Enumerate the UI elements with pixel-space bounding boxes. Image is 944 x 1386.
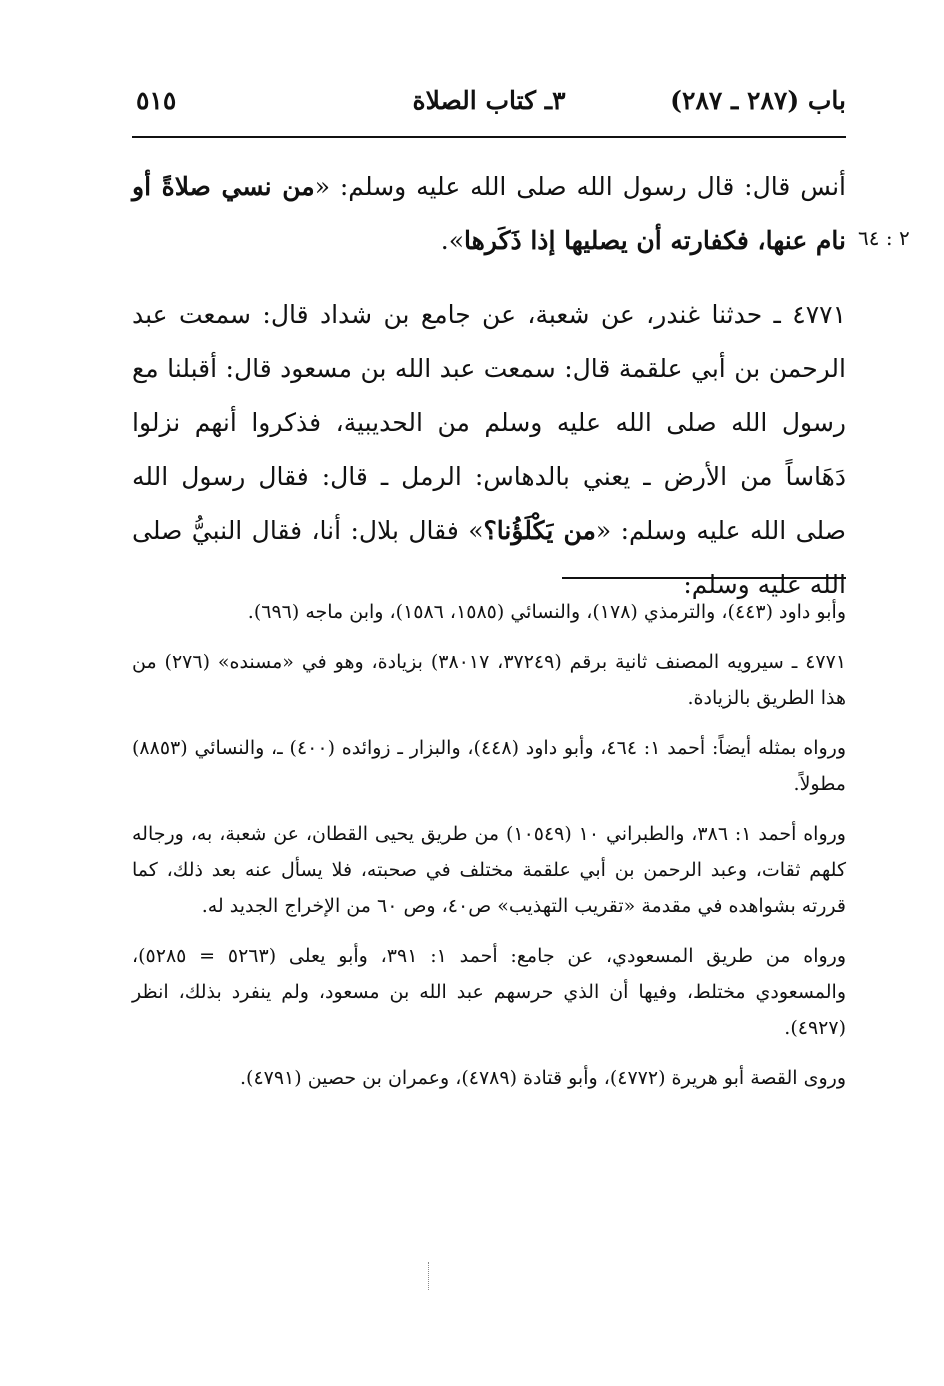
main-text — [132, 160, 846, 612]
p1-text-start: أنس قال: قال رسول الله صلى الله عليه وسلم: « — [314, 172, 846, 201]
footnotes — [132, 594, 846, 1110]
hadith-continuation — [132, 160, 846, 268]
page-header — [132, 86, 846, 126]
p1-text-end: ». — [440, 226, 465, 255]
scan-mark — [428, 1262, 431, 1290]
p2-text-end: » فقال بلال: أنا، فقال النبيُّ صلى الله عليه وسلم: — [132, 516, 846, 599]
footnote-item: وروى القصة أبو هريرة (٤٧٧٢)، وأبو قتادة (٤٧٨٩)، وعمران بن حصين (٤٧٩١). — [239, 1067, 846, 1089]
footnote-item: ٤٧٧١ ـ سيرويه المصنف ثانية برقم (٣٧٢٤٩، ٣٨٠١٧) بزيادة، وهو في «مسنده» (٢٧٦) من هذا الطريق بالزيادة. — [132, 651, 847, 709]
hadith-4771 — [132, 288, 846, 612]
footnote-item: وأبو داود (٤٤٣)، والترمذي (١٧٨)، والنسائي (١٥٨٥، ١٥٨٦)، وابن ماجه (٦٩٦). — [247, 601, 846, 623]
header-rule — [132, 136, 846, 138]
p2-text-start: ٤٧٧١ ـ حدثنا غندر، عن شعبة، عن جامع بن شداد قال: سمعت عبد الرحمن بن أبي علقمة قال: سمعت عبد الله بن مسعود قال: أقبلنا مع رسول الله صلى الله عليه وسلم من الحديبية، فذكروا أنهم نزلوا دَهَاساً من الأرض ـ يعني بالدهاس: الرمل ـ قال: فقال رسول الله صلى الله عليه وسلم: « — [132, 300, 846, 545]
footnote-item: ورواه من طريق المسعودي، عن جامع: أحمد ١: ٣٩١، وأبو يعلى (٥٢٦٣ = ٥٢٨٥)، والمسعودي مختلط، وفيها أن الذي حرسهم عبد الله بن مسعود، ولم ينفرد بذلك، انظر (٤٩٢٧). — [132, 945, 846, 1039]
footnote-rule — [562, 577, 846, 579]
margin-reference: ٢ : ٦٤ — [858, 226, 910, 250]
book-title: ٣ـ كتاب الصلاة — [412, 86, 566, 115]
page-number: ٥١٥ — [136, 86, 177, 115]
footnote-item: ورواه أحمد ١: ٣٨٦، والطبراني ١٠ (١٠٥٤٩) من طريق يحيى القطان، عن شعبة، به، ورجاله كلهم ثقات، وعبد الرحمن بن أبي علقمة مختلف في صحبته، فلا يسأل عنه بعد ذلك، كما قررته بشواهده في مقدمة «تقريب التهذيب» ص٤٠، وص ٦٠ من الإخراج الجديد له. — [132, 823, 846, 917]
p1-quote: من نسي صلاةً أو نام عنها، فكفارته أن يصليها إذا ذَكَرها — [132, 172, 846, 255]
p2-quote: من يَكْلَؤُنا؟ — [483, 516, 596, 545]
chapter-heading: باب (٢٨٧ ـ ٢٨٧) — [670, 86, 846, 115]
footnote-item: ورواه بمثله أيضاً: أحمد ١: ٤٦٤، وأبو داود (٤٤٨)، والبزار ـ زوائده (٤٠٠) ـ، والنسائي (٨٨٥٣) مطولاً. — [132, 737, 846, 795]
